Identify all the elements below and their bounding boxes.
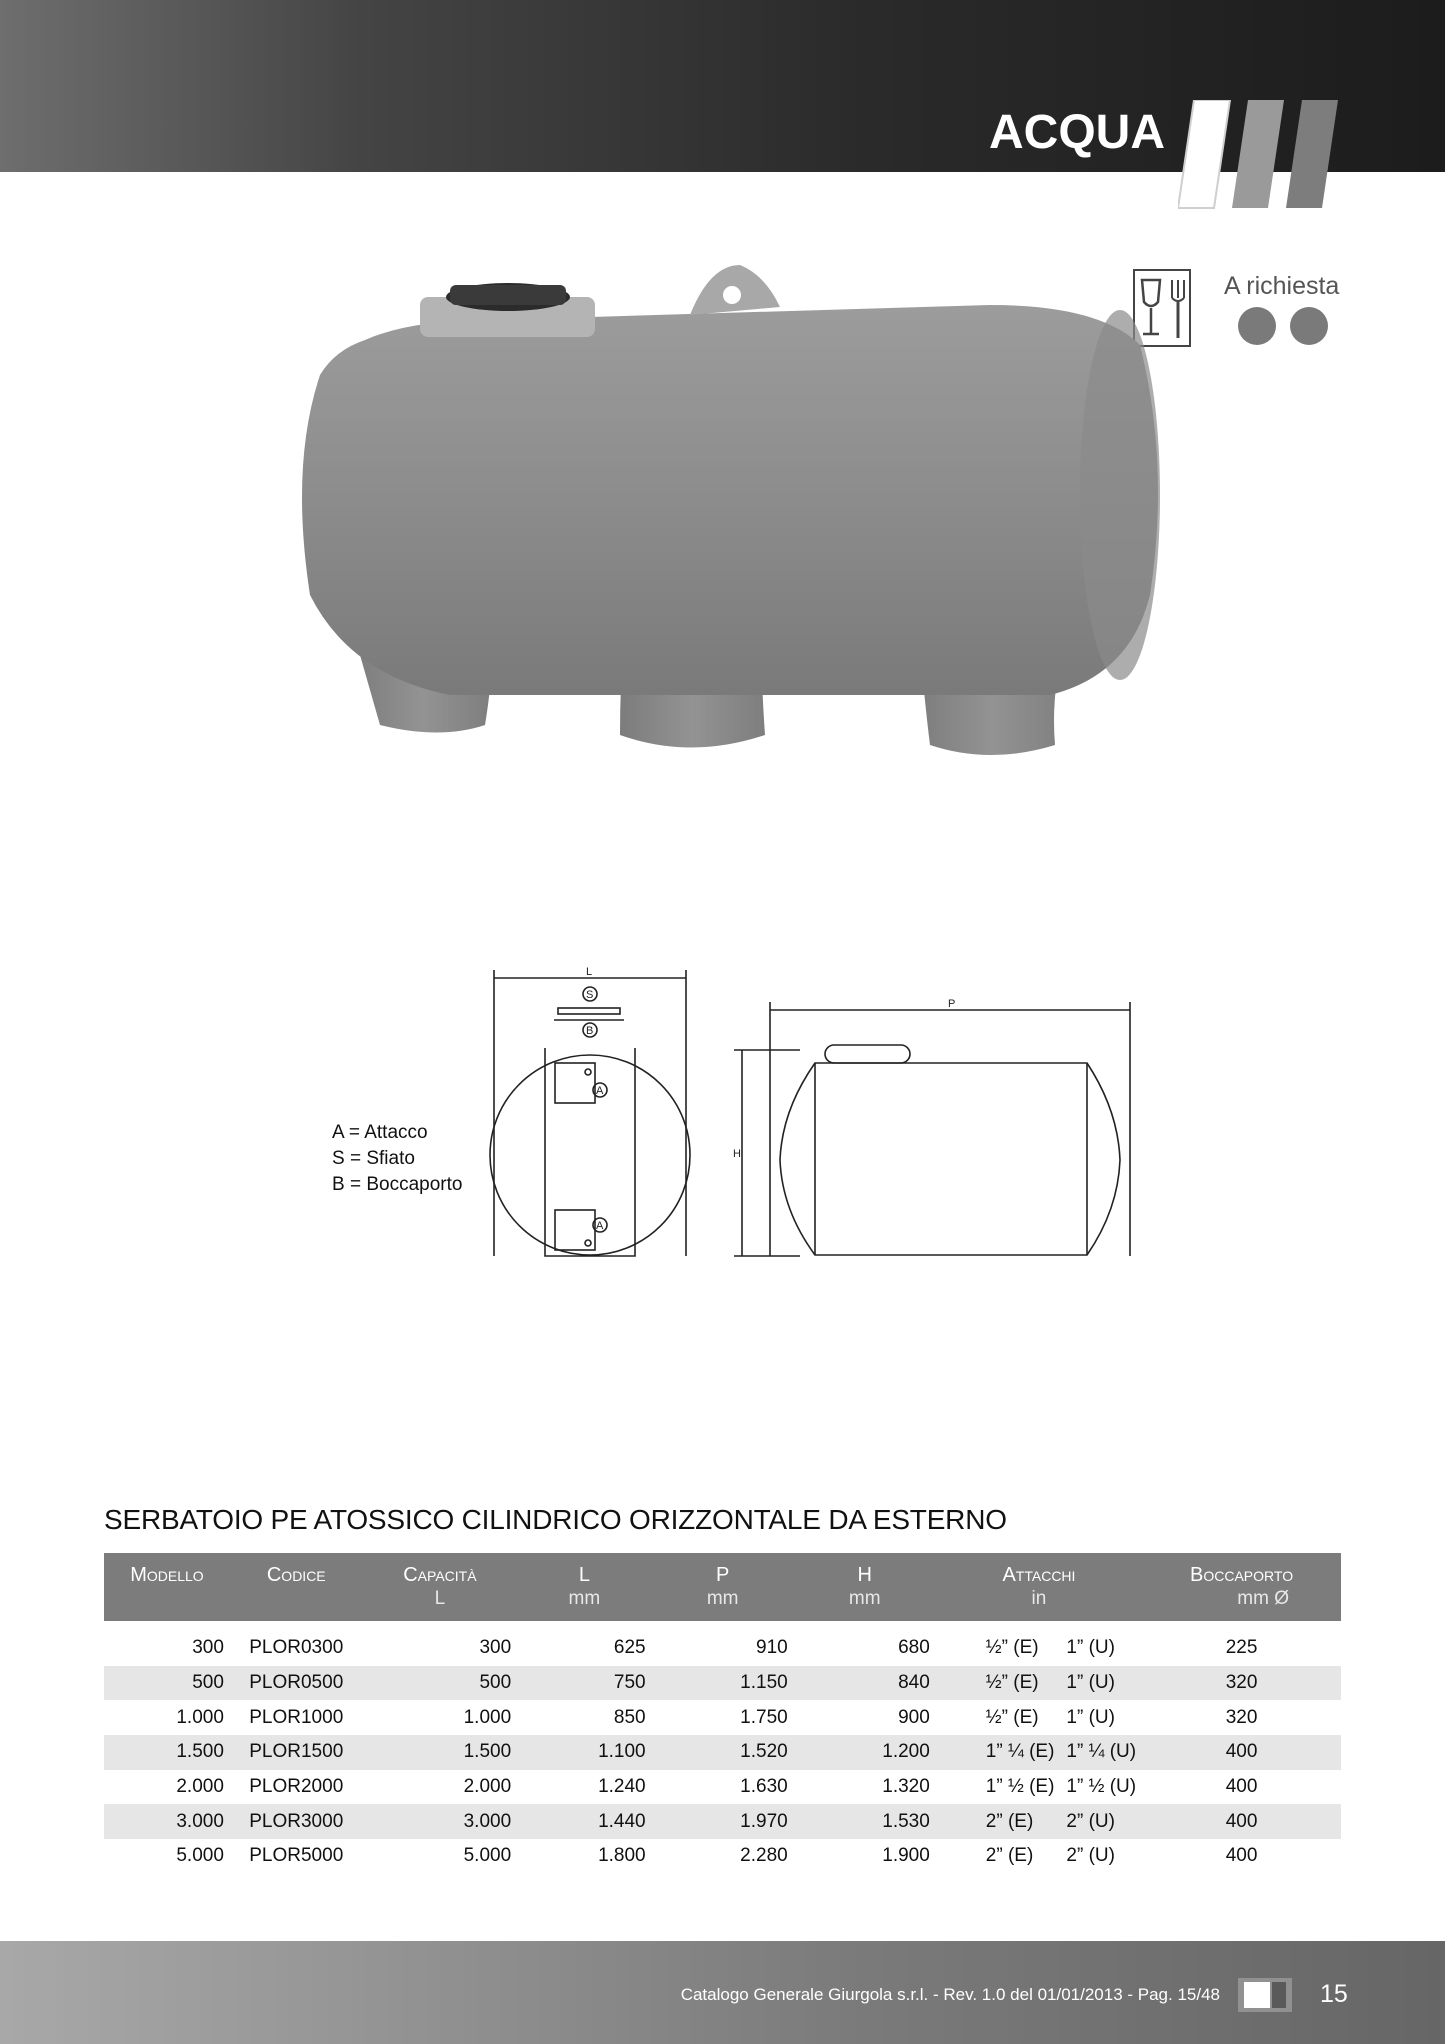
table-cell: 2” (E) xyxy=(985,1845,1034,1867)
table-cell: 680 xyxy=(794,1626,936,1666)
table-cell: 400 xyxy=(1225,1776,1258,1798)
table-cell: PLOR1000 xyxy=(249,1706,344,1728)
table-cell: 3.000 xyxy=(176,1810,224,1832)
table-cell: 1.630 xyxy=(740,1776,788,1798)
table-cell: 2” (U) xyxy=(1066,1810,1115,1832)
table-cell: 1.150 xyxy=(740,1672,788,1694)
table-cell: 1.240 xyxy=(598,1776,646,1798)
table-cell: 2.280 xyxy=(740,1845,788,1867)
column-header: H mm xyxy=(848,1564,881,1609)
dim-label-b: B xyxy=(586,1025,594,1037)
table-cell: 500 xyxy=(192,1672,224,1694)
table-cell: 300 xyxy=(104,1626,230,1666)
table-cell: PLOR5000 xyxy=(249,1845,344,1867)
table-cell: 625 xyxy=(517,1626,651,1666)
table-cell: 900 xyxy=(898,1706,930,1728)
section-marker-icon xyxy=(1238,1978,1292,2012)
table-cell: 400 xyxy=(1225,1741,1258,1763)
dim-label-h: H xyxy=(733,1148,741,1160)
table-cell: 1.750 xyxy=(740,1706,788,1728)
column-header: P mm xyxy=(706,1564,739,1609)
table-cell: 1” (U) xyxy=(1060,1626,1142,1666)
table-cell: 1.800 xyxy=(598,1845,646,1867)
dim-label-a: A xyxy=(596,1085,604,1097)
table-cell: 320 xyxy=(1225,1672,1258,1694)
table-cell: 225 xyxy=(1142,1626,1341,1666)
table-cell: PLOR0500 xyxy=(249,1672,344,1694)
table-cell: 1.100 xyxy=(598,1741,646,1763)
table-cell: 500 xyxy=(479,1672,512,1694)
table-cell: 910 xyxy=(652,1626,794,1666)
table-cell: 1” ½ (U) xyxy=(1066,1776,1137,1798)
product-title: SERBATOIO PE ATOSSICO CILINDRICO ORIZZONTALE DA ESTERNO xyxy=(104,1504,1007,1535)
table-cell: 1” ½ (E) xyxy=(985,1776,1055,1798)
legend-item: B = Boccaporto xyxy=(332,1174,463,1195)
page-number: 15 xyxy=(1320,1980,1348,2008)
table-cell: 1” ¼ (U) xyxy=(1066,1741,1137,1763)
table-cell: 850 xyxy=(613,1706,646,1728)
table-cell: ½” (E) xyxy=(985,1672,1039,1694)
table-cell: PLOR1500 xyxy=(249,1741,344,1763)
table-cell: 1” ¼ (E) xyxy=(985,1741,1055,1763)
table-cell: 400 xyxy=(1225,1810,1258,1832)
availability-label: A richiesta xyxy=(1224,272,1340,300)
table-cell: 1.440 xyxy=(598,1810,646,1832)
table-row xyxy=(104,1839,1341,1874)
table-cell: 1” (U) xyxy=(1066,1672,1115,1694)
table-cell: 1.970 xyxy=(740,1810,788,1832)
table-cell: 1.000 xyxy=(176,1706,224,1728)
table-cell: 1” (U) xyxy=(1066,1706,1115,1728)
table-row xyxy=(104,1735,1341,1770)
column-header: Modello xyxy=(130,1564,204,1586)
technical-drawing xyxy=(470,960,1170,1260)
legend-item: A = Attacco xyxy=(332,1122,428,1143)
spec-table xyxy=(104,1553,1341,1874)
table-cell: 2” (U) xyxy=(1066,1845,1115,1867)
table-row xyxy=(104,1666,1341,1701)
section-bars-icon xyxy=(1178,100,1348,212)
table-cell: PLOR0300 xyxy=(230,1626,363,1666)
dim-label-s: S xyxy=(586,989,594,1001)
dim-label-l: L xyxy=(586,966,593,978)
legend-item: S = Sfiato xyxy=(332,1148,415,1169)
table-cell: PLOR2000 xyxy=(249,1776,344,1798)
table-cell: 1.200 xyxy=(882,1741,930,1763)
table-cell: 2.000 xyxy=(463,1776,512,1798)
drawing-legend xyxy=(332,1120,462,1198)
table-cell: ½” (E) xyxy=(985,1706,1039,1728)
table-cell: 320 xyxy=(1225,1706,1258,1728)
table-cell: 400 xyxy=(1225,1845,1258,1867)
table-cell: 1.900 xyxy=(882,1845,930,1867)
table-cell: 1.320 xyxy=(882,1776,930,1798)
table-cell: 840 xyxy=(898,1672,930,1694)
table-cell: 1.000 xyxy=(463,1706,512,1728)
tank-image xyxy=(290,265,1180,805)
table-cell: 1.500 xyxy=(176,1741,224,1763)
table-header-row xyxy=(104,1553,1341,1626)
section-title: ACQUA xyxy=(989,106,1165,159)
table-cell: 1.530 xyxy=(882,1810,930,1832)
table-row xyxy=(104,1770,1341,1805)
column-header: Codice xyxy=(266,1564,326,1586)
table-cell: 2” (E) xyxy=(985,1810,1034,1832)
dim-label-p: P xyxy=(948,998,956,1010)
color-swatch xyxy=(1238,307,1276,345)
column-header: Capacità L xyxy=(403,1564,477,1609)
table-cell: 300 xyxy=(363,1626,518,1666)
table-cell: 3.000 xyxy=(463,1810,512,1832)
table-cell: 2.000 xyxy=(176,1776,224,1798)
footer-text: Catalogo Generale Giurgola s.r.l. - Rev. 1.0 del 01/01/2013 - Pag. 15/48 xyxy=(680,1985,1220,2004)
table-cell: 1.500 xyxy=(463,1741,512,1763)
column-header: Attacchi in xyxy=(1002,1564,1076,1609)
dim-label-a: A xyxy=(596,1220,604,1232)
table-row xyxy=(104,1626,1341,1666)
column-header: Boccaporto mm Ø xyxy=(1190,1564,1294,1609)
table-row xyxy=(104,1700,1341,1735)
table-row xyxy=(104,1804,1341,1839)
table-cell: ½” (E) xyxy=(936,1626,1061,1666)
color-swatch xyxy=(1290,307,1328,345)
table-cell: PLOR3000 xyxy=(249,1810,344,1832)
table-cell: 5.000 xyxy=(176,1845,224,1867)
table-cell: 1.520 xyxy=(740,1741,788,1763)
table-cell: 750 xyxy=(613,1672,646,1694)
table-cell: 5.000 xyxy=(463,1845,512,1867)
column-header: L mm xyxy=(568,1564,601,1609)
